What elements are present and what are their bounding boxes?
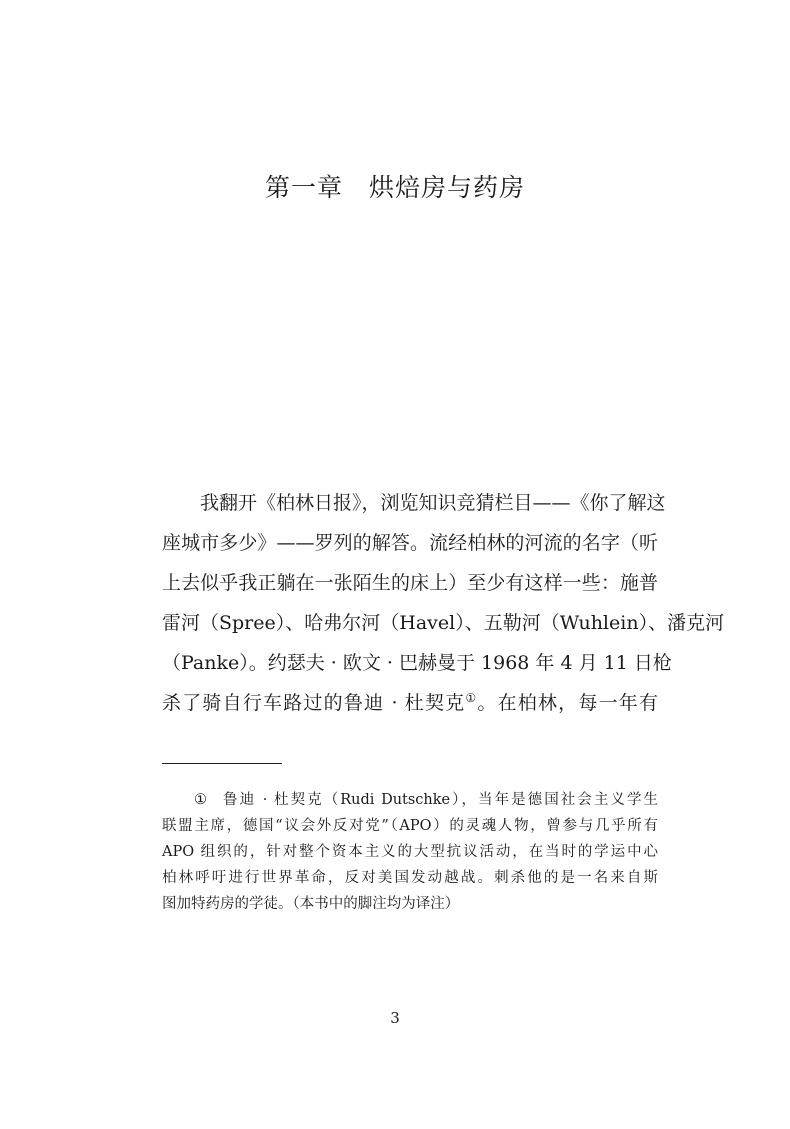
footnote-line: 图加特药房的学徒。（本书中的脚注均为译注）: [162, 896, 460, 912]
page-number: 3: [390, 1009, 400, 1027]
body-line: 我翻开《柏林日报》，浏览知识竞猜栏目——《你了解这: [200, 492, 666, 514]
body-line: 雷河（Spree）、哈弗尔河（Havel）、五勒河（Wuhlein）、潘克河: [162, 612, 725, 634]
footnote-line: 联盟主席，德国“议会外反对党”（APO）的灵魂人物，曾参与几乎所有: [162, 818, 658, 834]
footnote-reference[interactable]: ①: [465, 691, 478, 705]
footnote: [162, 787, 658, 917]
body-paragraph: [162, 483, 725, 723]
body-line-last: [162, 683, 658, 723]
body-line: （Panke）。约瑟夫 · 欧文 · 巴赫曼于 1968 年 4 月 11 日枪: [162, 652, 672, 674]
body-line-tail: 。在柏林，每一年有: [477, 692, 658, 714]
footnote-marker: ①: [194, 792, 210, 808]
footnote-line: 柏林呼吁进行世界革命，反对美国发动越战。刺杀他的是一名来自斯: [162, 870, 658, 886]
footnote-text: 鲁迪 · 杜契克（Rudi Dutschke），当年是德国社会主义学生: [223, 792, 658, 808]
footnote-line: APO 组织的，针对整个资本主义的大型抗议活动，在当时的学运中心: [162, 844, 658, 860]
body-line: 上去似乎我正躺在一张陌生的床上）至少有这样一些：施普: [162, 572, 658, 594]
footnote-divider: [162, 763, 282, 764]
body-line: 座城市多少》——罗列的解答。流经柏林的河流的名字（听: [162, 532, 658, 554]
body-line-text: 杀了骑自行车路过的鲁迪 · 杜契克: [162, 692, 466, 714]
footnote-line: [162, 787, 658, 813]
chapter-title: 第一章 烘焙房与药房: [264, 173, 525, 202]
